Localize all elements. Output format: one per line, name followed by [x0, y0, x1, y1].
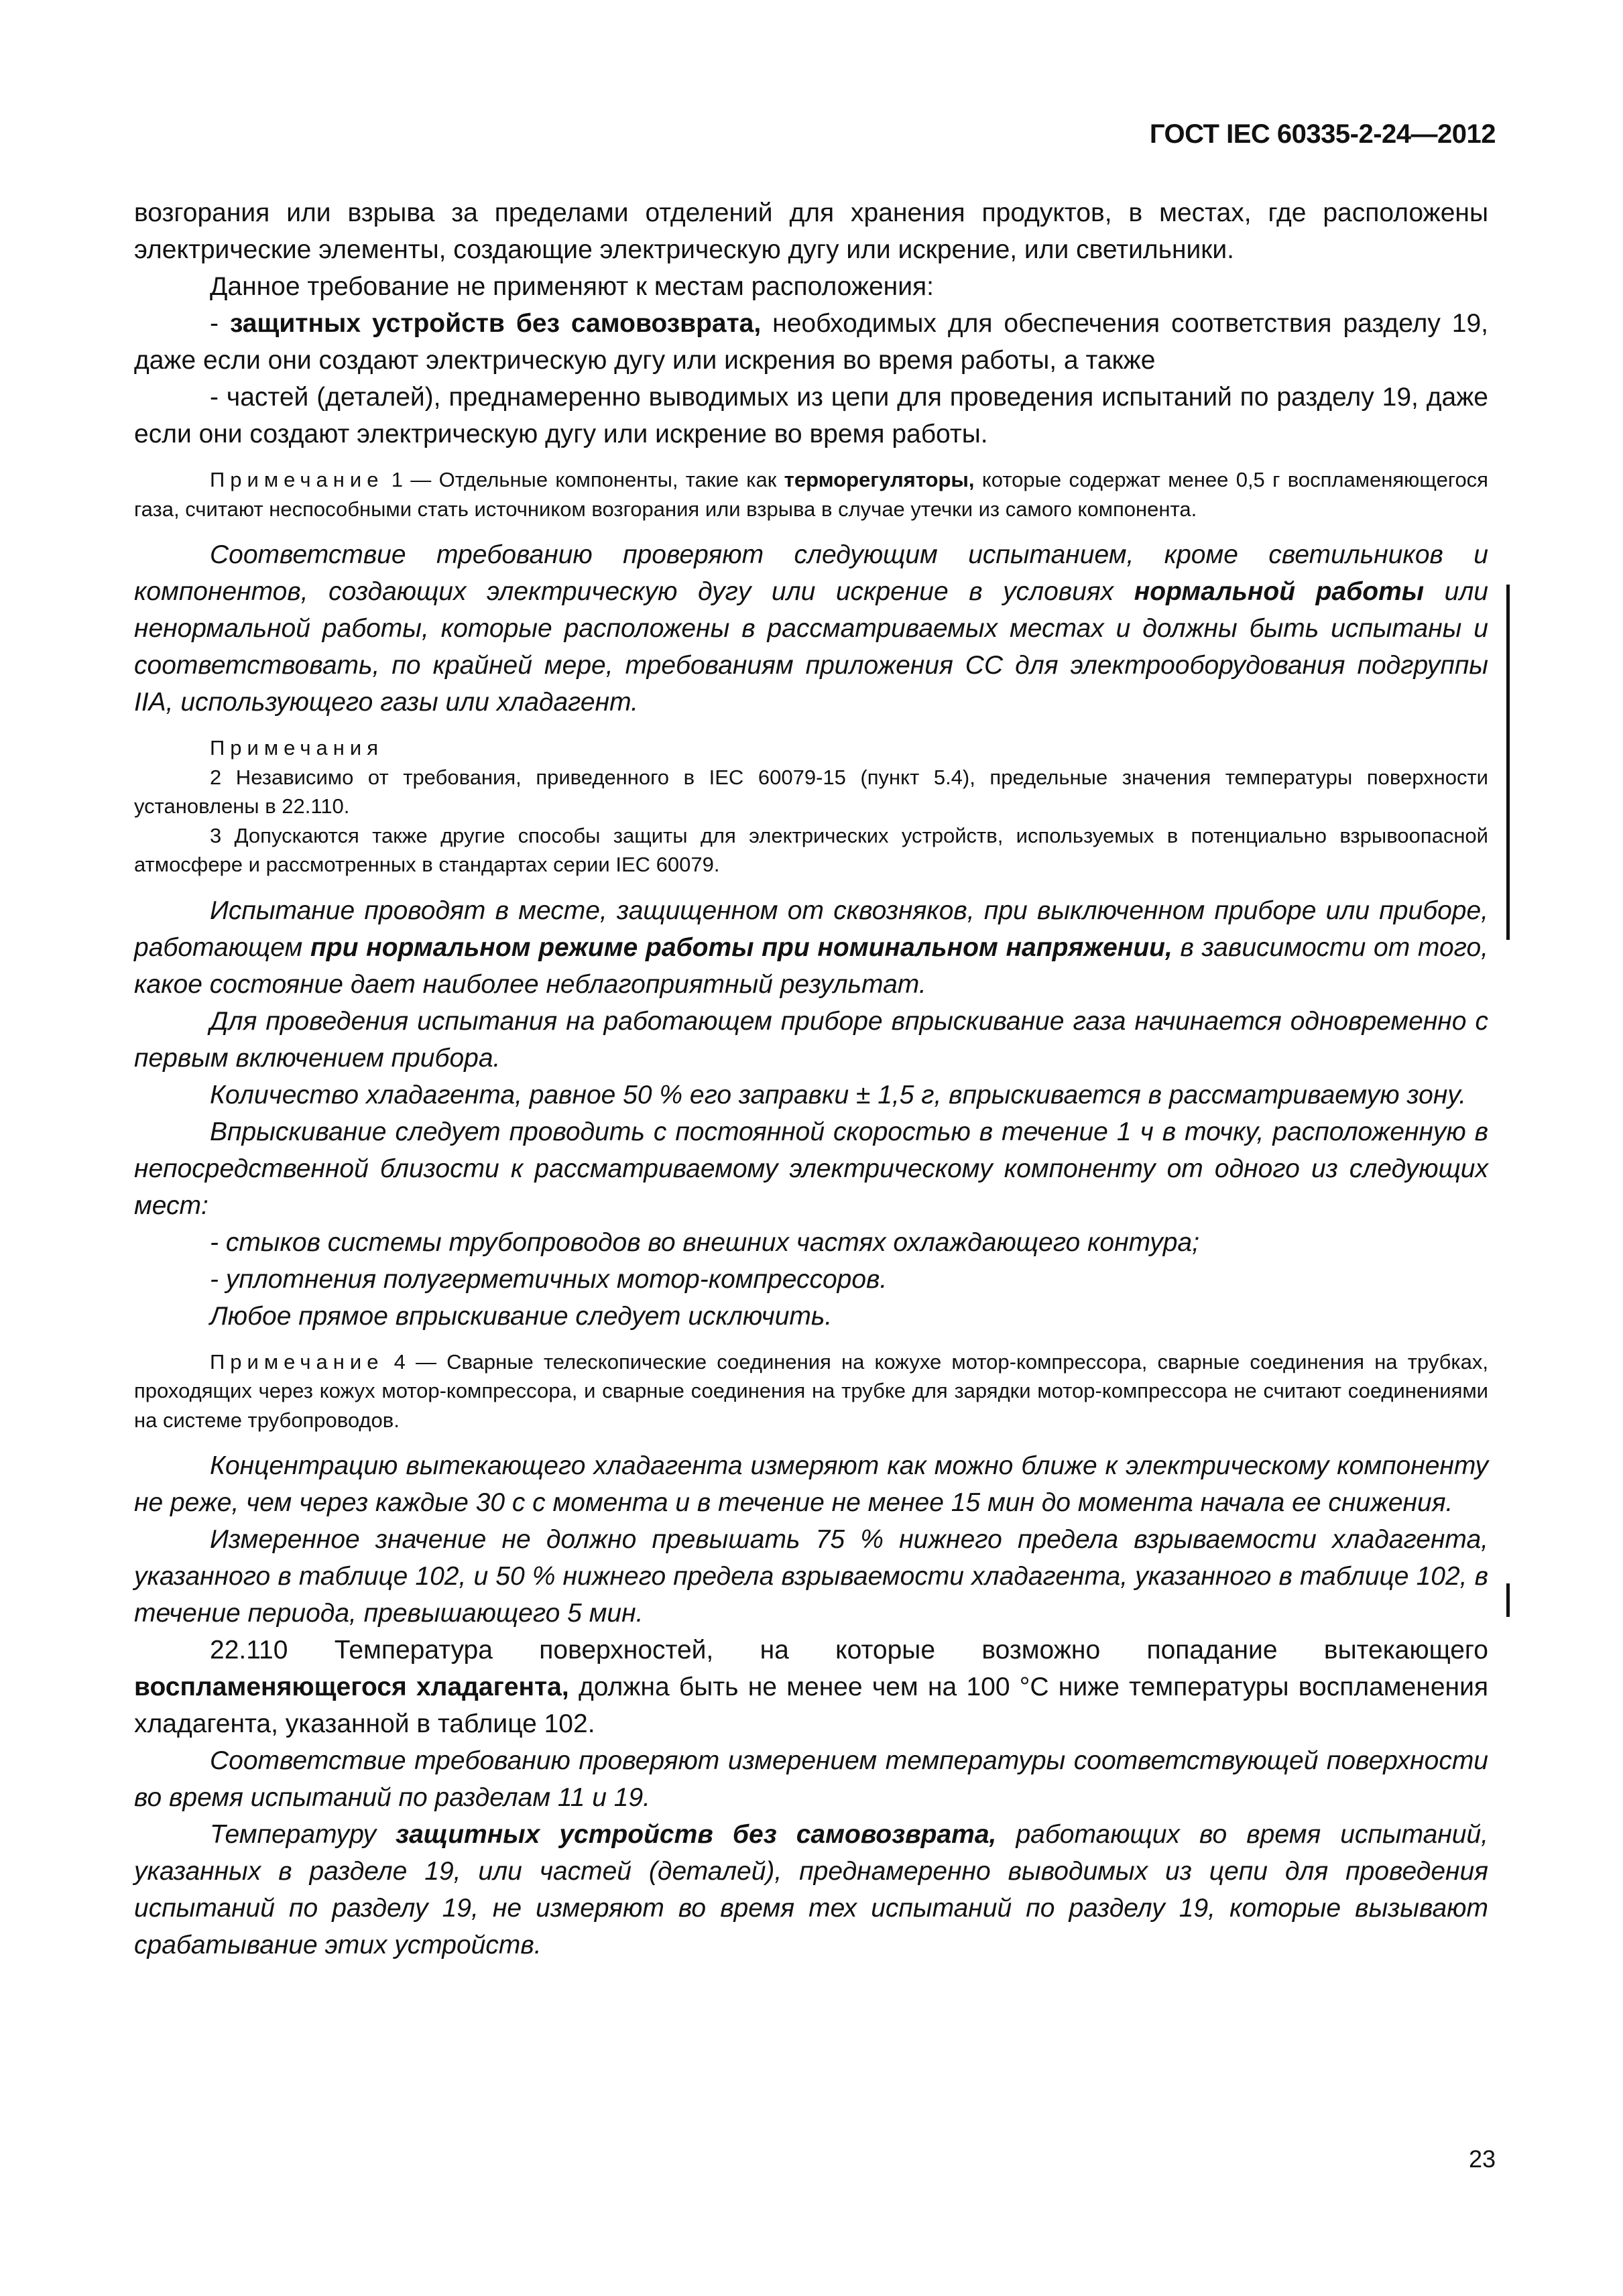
paragraph-injection-start: Для проведения испытания на работающем приборе впрыскивание газа начинается одновременно с первым включением прибора. — [134, 1006, 1488, 1073]
paragraph-exclusion-2: - частей (деталей), преднамеренно выводимых из цепи для проведения испытаний по разделу 19, даже если они создают электрическую дугу или искрение во время работы. — [134, 383, 1488, 448]
change-bar — [1506, 1583, 1510, 1617]
paragraph-compliance-test — [134, 536, 1488, 721]
paragraph-direct-injection: Любое прямое впрыскивание следует исключить. — [210, 1301, 833, 1331]
paragraph-22-110 — [134, 1632, 1488, 1742]
term-bold: нормальной работы — [1134, 577, 1425, 606]
note-label: Примечание — [210, 1349, 384, 1374]
paragraph-concentration: Концентрацию вытекающего хладагента измеряют как можно ближе к электрическому компоненту не реже, чем через каждые 30 с с момента и в течение не менее 15 мин до момента начала ее снижения. — [134, 1451, 1488, 1517]
paragraph-continuation: возгорания или взрыва за пределами отделений для хранения продуктов, в местах, где расположены электрические элементы, создающие электрическую дугу или искрение, или светильники. — [134, 198, 1488, 264]
note-1-text — [134, 465, 1488, 524]
paragraph-injection-rate: Впрыскивание следует проводить с постоянной скоростью в течение 1 ч в точку, расположенную в непосредственной близости к рассматриваемому электрическому компоненту от одного из следующих мест: — [134, 1117, 1488, 1220]
text: необходимых для обеспечения соответствия разделу 19, даже если они создают электрическую дугу или искрения во время работы, а также — [134, 309, 1488, 375]
text: работающих во время испытаний, указанных в разделе 19, или частей (деталей), преднамеренно выводимых из цепи для проведения испытаний по разделу 19, не измеряют во время тех испытаний по разделу 19, которые вызывают срабатывание этих устройств. — [134, 1820, 1489, 1959]
term-bold: терморегуляторы, — [784, 468, 975, 491]
paragraph-measured-value: Измеренное значение не должно превышать 75 % нижнего предела взрываемости хладагента, указанного в таблице 102, и 50 % нижнего предела взрываемости хладагента, указанного в таблице 102, в течение периода, превышающего 5 мин. — [134, 1525, 1488, 1628]
notes-2-3 — [134, 733, 1488, 880]
term-bold: при нормальном режиме работы при номинальном напряжении, — [310, 932, 1173, 962]
note-label: Примечание — [210, 468, 384, 491]
paragraph-temperature-check: Соответствие требованию проверяют измерением температуры соответствующей поверхности во время испытаний по разделам 11 и 19. — [134, 1746, 1488, 1812]
paragraph-test-conditions — [134, 892, 1488, 1003]
document-number: ГОСТ IEC 60335-2-24—2012 — [1149, 119, 1496, 149]
text: в зависимости от того, какое состояние дает наиболее неблагоприятный результат. — [134, 932, 1488, 999]
term-bold: защитных устройств без самовозврата, — [229, 309, 762, 338]
text: 1 — Отдельные компоненты, такие как — [383, 468, 784, 491]
change-bar — [1506, 585, 1510, 940]
note-3: 3 Допускаются также другие способы защиты для электрических устройств, используемых в потенциально взрывоопасной атмосфере и рассмотренных в стандартах серии IEC 60079. — [134, 823, 1488, 876]
paragraph-exclusions-intro: Данное требование не применяют к местам расположения: — [210, 272, 934, 301]
text: или ненормальной работы, которые расположены в рассматриваемых местах и должны быть испытаны и соответствовать, по крайней мере, требованиям приложения СС для электрооборудования подгруппы IIA, использующего газы или хладагент. — [134, 577, 1488, 717]
paragraph-exclusion-1 — [134, 305, 1488, 379]
text: 4 — Сварные телескопические соединения на кожухе мотор-компрессора, сварные соединения на трубках, проходящих через кожух мотор-компрессора, и сварные соединения на трубке для зарядки мотор-компрессора не считают соединениями на системе трубопроводов. — [134, 1349, 1488, 1432]
document-body — [134, 194, 1488, 1963]
note-4-text — [134, 1347, 1488, 1435]
text: 22.110 Температура поверхностей, на которые возможно попадание вытекающего — [210, 1636, 1488, 1665]
text: Температуру — [210, 1820, 396, 1849]
paragraph-location-1: - стыков системы трубопроводов во внешних частях охлаждающего контура; — [210, 1227, 1199, 1257]
dash: - — [210, 309, 230, 338]
paragraph-protective-devices — [134, 1816, 1488, 1963]
text: которые содержат менее 0,5 г воспламеняющегося газа, считают неспособными стать источником возгорания или взрыва в случае утечки из самого компонента. — [134, 468, 1488, 521]
text: Испытание проводят в месте, защищенном от сквозняков, при выключенном приборе или приборе, работающем — [134, 896, 1488, 962]
page-number: 23 — [1468, 2145, 1496, 2173]
paragraph-refrigerant-quantity: Количество хладагента, равное 50 % его заправки ± 1,5 г, впрыскивается в рассматриваемую зону. — [210, 1080, 1467, 1109]
note-2: 2 Независимо от требования, приведенного в IEC 60079-15 (пункт 5.4), предельные значения температуры поверхности установлены в 22.110. — [134, 765, 1488, 818]
text: должна быть не менее чем на 100 °С ниже температуры воспламенения хладагента, указанной в таблице 102. — [134, 1673, 1488, 1738]
paragraph-location-2: - уплотнения полугерметичных мотор-компрессоров. — [210, 1264, 888, 1294]
note-1 — [134, 465, 1488, 524]
term-bold: защитных устройств без самовозврата, — [396, 1820, 997, 1849]
text: Соответствие требованию проверяют следующим испытанием, кроме светильников и компонентов, создающих электрическую дугу или искрение в условиях — [134, 540, 1488, 606]
notes-title: Примечания — [210, 736, 383, 760]
term-bold: воспламеняющегося хладагента, — [134, 1673, 569, 1701]
note-4 — [134, 1347, 1488, 1435]
